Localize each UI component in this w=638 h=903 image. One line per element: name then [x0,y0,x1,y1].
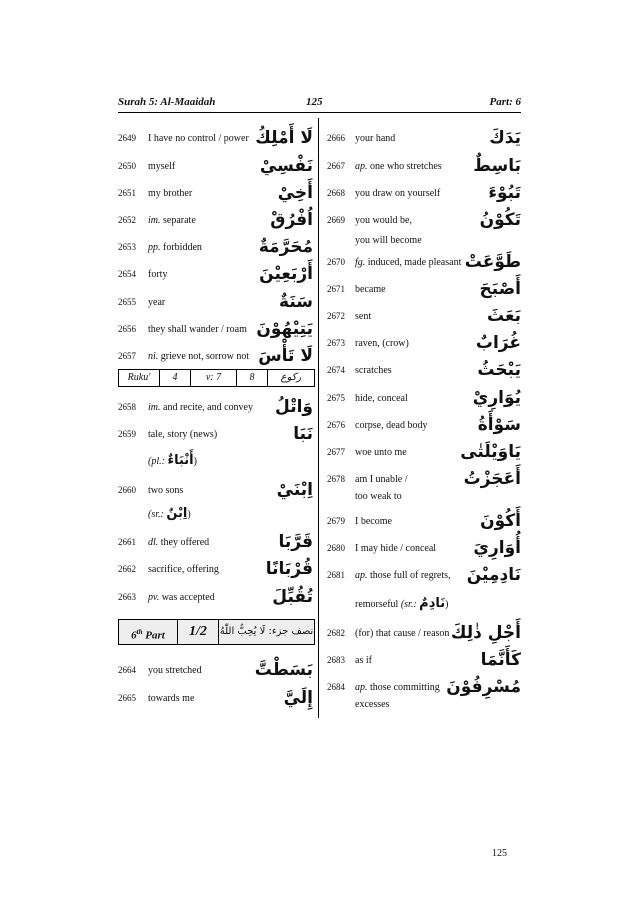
vocab-entry [327,360,521,382]
entry-meaning [148,592,215,603]
entry-text: one who stretches [370,161,442,172]
note-arabic: أَنْبَاءٌ [167,453,194,468]
continuation-line: excesses [355,699,390,710]
entry-text: became [355,284,386,295]
entry-number: 2682 [327,628,345,638]
entry-text: I may hide / conceal [355,543,437,554]
entry-number: 2664 [118,665,136,675]
entry-number: 2671 [327,284,345,294]
entry-number: 2681 [327,570,345,580]
entry-arabic: أَرْبَعِيْنَ [259,264,313,284]
vocab-entry [327,469,521,491]
entry-number: 2659 [118,429,136,439]
entry-arabic: قَرَّبَا [278,532,313,552]
continuation-line: too weak to [355,491,402,502]
entry-text: induced, made pleasant [367,257,462,268]
vocab-entry [327,565,521,587]
entry-tag: fg. [355,257,366,268]
entry-arabic: مُسْرِفُوْنَ [446,677,521,697]
entry-text: was accepted [161,592,215,603]
entry-number: 2654 [118,269,136,279]
entry-number: 2677 [327,447,345,457]
entry-text: year [148,297,166,308]
entry-tag: ap. [355,161,368,172]
entry-meaning [355,420,427,431]
part-box [118,619,315,645]
entry-meaning [355,133,395,144]
entry-number: 2666 [327,133,345,143]
entry-arabic: نَبَا [293,424,313,444]
entry-arabic: تُقُبِّلَ [272,587,313,607]
vocab-entry [327,128,521,150]
entry-tag: ap. [355,570,368,581]
entry-arabic: بَاسِطٌ [473,156,521,176]
note-label: (sr.: [148,509,164,520]
entry-arabic: سَوْأَةُ [477,415,521,435]
vocab-entry [118,319,313,341]
entry-number: 2662 [118,564,136,574]
entry-text: (for) that cause / reason [355,628,450,639]
entry-text: tale, story (news) [148,429,218,440]
entry-number: 2656 [118,324,136,334]
entry-meaning [148,537,209,548]
entry-arabic: مُحَرَّمَةٌ [258,237,313,257]
entry-arabic: تَكُوْنُ [479,210,521,230]
entry-number: 2675 [327,393,345,403]
entry-meaning [148,161,175,172]
entry-meaning [355,365,392,376]
vocab-entry [327,183,521,205]
entry-number: 2652 [118,215,136,225]
entry-number: 2684 [327,682,345,692]
entry-meaning [148,429,217,440]
vocab-entry [327,442,521,464]
entry-text: two sons [148,485,184,496]
note-arabic: اِبْنٌ [166,506,188,521]
vocab-entry [118,532,313,554]
note-close: ) [445,599,449,610]
note-close: ) [187,509,191,520]
entry-meaning [355,188,440,199]
entry-meaning [355,682,440,693]
part-word: Part [145,629,165,642]
note-close: ) [193,456,197,467]
entry-text: scratches [355,365,392,376]
surah-title: Surah 5: Al-Maaidah [118,96,216,108]
entry-meaning [355,161,442,172]
entry-text: my brother [148,188,193,199]
page-number-footer: 125 [492,848,507,859]
entry-number: 2660 [118,485,136,495]
entry-meaning [355,570,451,581]
entry-number: 2678 [327,474,345,484]
entry-text: forbidden [163,242,202,253]
header-rule [118,112,521,113]
entry-text: grieve not, sorrow not [160,351,250,362]
entry-meaning [355,257,461,268]
note-arabic: نَادِمٌ [419,596,446,611]
note-text: remorseful [355,599,399,610]
entry-arabic: يَاوَيْلَتٰى [460,442,521,462]
entry-arabic: يُوَارِيْ [472,388,521,408]
entry-meaning [148,485,183,496]
entry-meaning [148,242,202,253]
entry-number: 2676 [327,420,345,430]
vocab-entry [327,650,521,672]
entry-arabic: غُرَابٌ [475,333,521,353]
entry-meaning [148,665,202,676]
vocab-entry [118,156,313,178]
vocab-entry [118,346,313,368]
entry-meaning [355,215,412,226]
vocab-entry [118,480,313,502]
entry-meaning [355,311,371,322]
ruku-count: 8 [237,370,268,386]
entry-arabic: لَا أَمْلِكُ [255,128,313,148]
entry-meaning [355,543,436,554]
entry-text: sent [355,311,372,322]
entry-arabic: يَبْحَثُ [477,360,521,380]
entry-tag: ap. [355,682,368,693]
vocab-entry [327,333,521,355]
entry-text: myself [148,161,176,172]
entry-meaning [355,474,407,485]
entry-arabic: يَتِيْهُوْنَ [256,319,313,339]
entry-text: I have no control / power [148,133,249,144]
vocab-entry [327,279,521,301]
part-label: Part: 6 [489,96,521,108]
entry-text: those committing [370,682,440,693]
vocab-entry [118,183,313,205]
entry-meaning [148,324,247,335]
entry-tag: im. [148,215,161,226]
entry-arabic: أَجْلِ ذٰلِكَ [450,623,521,643]
vocab-entry [118,264,313,286]
page-number-header: 125 [306,96,323,108]
vocab-entry [327,210,521,232]
entry-tag: im. [148,402,161,413]
vocab-entry [327,388,521,410]
vocab-entry [327,252,521,274]
vocab-entry [118,688,313,710]
vocab-entry [118,397,313,419]
entry-arabic: كَأَنَّمَا [480,650,521,670]
vocab-entry [327,156,521,178]
entry-meaning [355,447,407,458]
entry-meaning [355,393,408,404]
part-arabic: نصف جزء: لَا يُحِبُّ اللّٰهُ [219,626,314,637]
entry-arabic: تَبُوْءَ [488,183,521,203]
entry-meaning [148,188,192,199]
entry-arabic: أَكُوْنَ [480,511,521,531]
entry-arabic: اُفْرُقْ [270,210,313,230]
vocab-entry [118,128,313,150]
entry-meaning [148,297,165,308]
vocab-entry [327,511,521,533]
vocab-entry [327,677,521,699]
vocab-entry [118,587,313,609]
entry-number: 2661 [118,537,136,547]
entry-number: 2668 [327,188,345,198]
entry-meaning [355,338,409,349]
entry-number: 2655 [118,297,136,307]
vocab-entry [327,538,521,560]
entry-text: as if [355,655,372,666]
vocab-entry [118,210,313,232]
entry-number: 2672 [327,311,345,321]
note-label: (sr.: [400,599,417,610]
entry-text: corpse, dead body [355,420,428,431]
vocab-entry [118,559,313,581]
entry-number: 2673 [327,338,345,348]
entry-text: hide, conceal [355,393,408,404]
vocab-entry [327,415,521,437]
entry-number: 2667 [327,161,345,171]
entry-text: they offered [160,537,210,548]
entry-meaning [148,693,194,704]
entry-tag: pv. [148,592,160,603]
entry-arabic: وَاتْلُ [275,397,313,417]
entry-text: raven, (crow) [355,338,409,349]
entry-arabic: قُرْبَانًا [265,559,313,579]
ruku-box [118,369,315,387]
entry-number: 2669 [327,215,345,225]
entry-meaning [355,284,386,295]
entry-text: I become [355,516,392,527]
note-label: (pl.: [148,456,165,467]
entry-number: 2670 [327,257,345,267]
plural-note [148,506,191,521]
entry-number: 2665 [118,693,136,703]
continuation-line: you will become [355,235,422,246]
ruku-label: Ruku' [119,370,160,386]
ruku-verse: v: 7 [191,370,237,386]
entry-arabic: أَعَجَزْتُ [463,469,521,489]
entry-arabic: بَعَثَ [487,306,521,326]
entry-number: 2650 [118,161,136,171]
entry-arabic: بَسَطْتَّ [254,660,313,680]
entry-arabic: نَادِمِيْنَ [466,565,521,585]
entry-number: 2657 [118,351,136,361]
column-divider [318,118,319,718]
entry-number: 2683 [327,655,345,665]
part-label [119,620,178,644]
entry-number: 2658 [118,402,136,412]
entry-meaning [148,215,196,226]
ruku-number: 4 [160,370,191,386]
entry-number: 2649 [118,133,136,143]
part-number: 6 [131,629,137,642]
entry-tag: ni. [148,351,159,362]
entry-arabic: أَصْبَحَ [479,279,521,299]
entry-meaning [148,269,167,280]
entry-number: 2663 [118,592,136,602]
entry-text: forty [148,269,168,280]
entry-text: sacrifice, offering [148,564,219,575]
vocab-entry [118,660,313,682]
vocab-entry [327,623,521,645]
entry-text: towards me [148,693,195,704]
entry-text: they shall wander / roam [148,324,247,335]
entry-meaning [355,628,449,639]
vocab-entry [118,292,313,314]
entry-meaning [148,402,253,413]
entry-number: 2653 [118,242,136,252]
entry-number: 2674 [327,365,345,375]
entry-arabic: طَوَّعَتْ [464,252,521,272]
entry-text: you draw on yourself [355,188,441,199]
entry-arabic: لَا تَأْسَ [258,346,313,366]
entry-text: and recite, and convey [163,402,253,413]
entry-arabic: إِلَيَّ [283,688,313,708]
vocab-entry [118,237,313,259]
vocab-entry [327,306,521,328]
entry-arabic: أُوَارِيَ [473,538,521,558]
part-fraction: 1/2 [178,620,219,644]
entry-number: 2679 [327,516,345,526]
entry-arabic: سَنَةٌ [279,292,313,312]
entry-tag: dl. [148,537,159,548]
entry-meaning [148,133,249,144]
ruku-arabic: رکوع [280,372,302,383]
entry-text: your hand [355,133,396,144]
remorseful-note [355,596,448,611]
entry-tag: pp. [148,242,161,253]
entry-meaning [148,564,219,575]
entry-meaning [355,516,392,527]
entry-text: those full of regrets, [370,570,451,581]
entry-arabic: نَفْسِيْ [259,156,313,176]
entry-text: you would be, [355,215,412,226]
entry-number: 2651 [118,188,136,198]
part-sup: th [136,628,143,636]
page-header [118,96,521,110]
entry-text: separate [163,215,196,226]
vocab-entry [118,424,313,446]
entry-arabic: أَخِيْ [277,183,313,203]
entry-text: you stretched [148,665,202,676]
entry-arabic: يَدَكَ [489,128,521,148]
entry-text: woe unto me [355,447,407,458]
entry-meaning [148,351,249,362]
plural-note [148,453,197,468]
entry-text: am I unable / [355,474,408,485]
entry-number: 2680 [327,543,345,553]
entry-meaning [355,655,372,666]
entry-arabic: اِبْنَيْ [276,480,313,500]
